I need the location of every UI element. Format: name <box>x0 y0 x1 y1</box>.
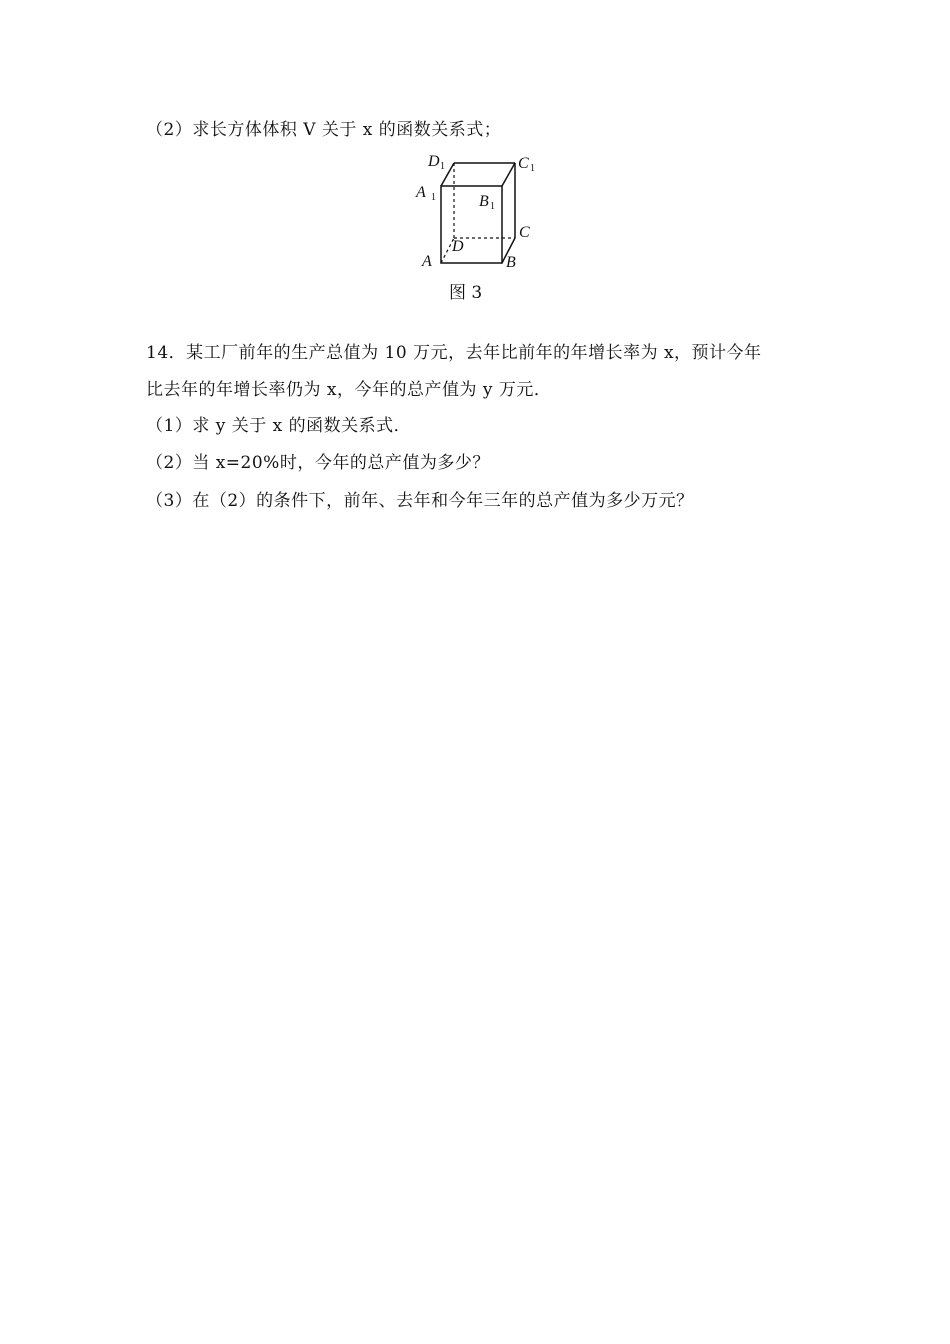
label-c1-sub: 1 <box>530 163 535 174</box>
problem-14-question-3: （3）在（2）的条件下，前年、去年和今年三年的总产值为多少万元？ <box>146 491 694 511</box>
label-b1: B <box>479 193 489 210</box>
problem-14-stem-line1: 14．某工厂前年的生产总值为 10 万元，去年比前年的年增长率为 x，预计今年 <box>146 343 762 363</box>
figure-caption: 图 3 <box>449 283 483 303</box>
label-b: B <box>506 254 516 271</box>
edge-b1-c1 <box>502 163 515 186</box>
label-d: D <box>452 238 464 255</box>
label-a: A <box>422 253 432 270</box>
question-part2-volume: （2）求长方体体积 V 关于 x 的函数关系式； <box>146 120 502 140</box>
problem-14-question-2: （2）当 x=20%时，今年的总产值为多少？ <box>146 453 490 473</box>
cuboid-diagram <box>408 146 548 276</box>
problem-14-question-1: （1）求 y 关于 x 的函数关系式． <box>146 416 412 436</box>
label-a1: A <box>416 184 426 201</box>
label-d1-sub: 1 <box>440 161 445 172</box>
cuboid-figure <box>408 146 548 276</box>
label-b1-sub: 1 <box>490 201 495 212</box>
label-d1: D <box>428 153 440 170</box>
label-c1: C <box>518 155 529 172</box>
label-c: C <box>519 224 530 241</box>
problem-14-stem-line2: 比去年的年增长率仍为 x，今年的总产值为 y 万元． <box>146 380 552 400</box>
front-face <box>441 186 502 263</box>
label-a1-sub: 1 <box>431 192 436 203</box>
